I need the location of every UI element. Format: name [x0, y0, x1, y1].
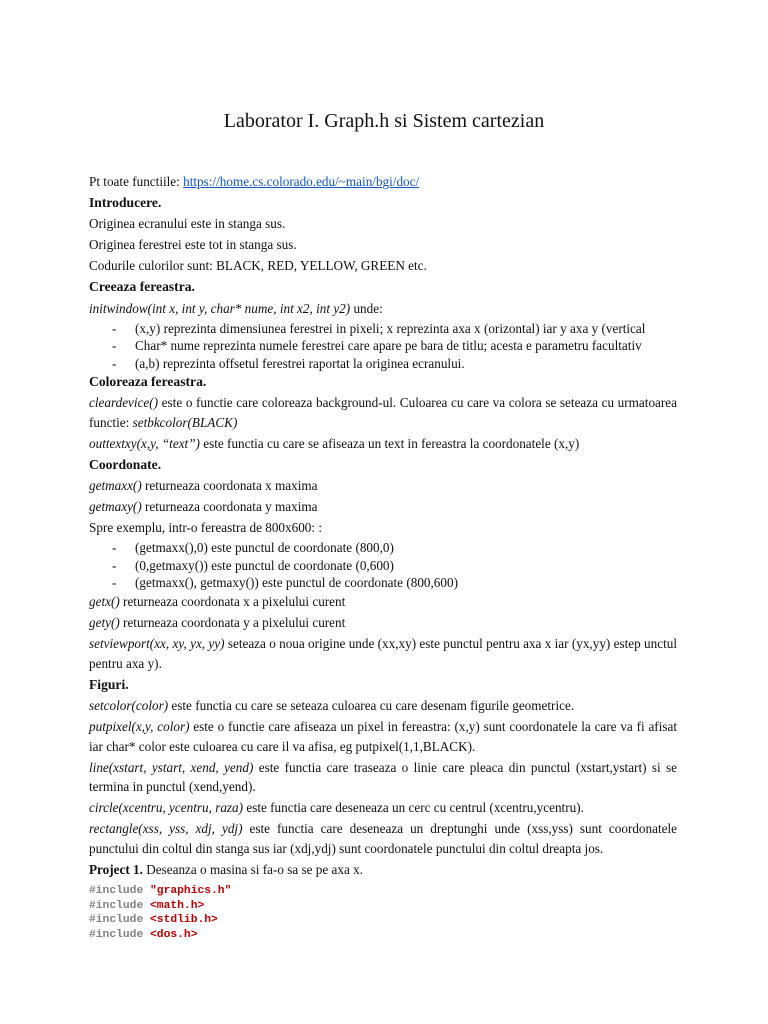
function-name: rectangle(xss, yss, xdj, ydj)	[89, 821, 243, 837]
putpixel-paragraph	[89, 717, 677, 756]
section-heading-coordonate: Coordonate.	[89, 457, 162, 473]
function-desc: este o functie care afiseaza un pixel in fereastra: (x,y) sunt coordonatele la care va fi afisat iar char* color este culoarea cu care il va afisa, eg putpixel(1,1,BLACK).	[89, 718, 678, 754]
function-name: gety()	[89, 615, 120, 630]
function-desc: returneaza coordonata x maxima	[141, 478, 318, 494]
code-keyword: #include	[89, 929, 144, 942]
rectangle-paragraph	[89, 819, 677, 858]
list-item-text: Char* nume reprezinta numele ferestrei care apare pe bara de titlu; acesta e parametru facultativ	[135, 338, 642, 354]
function-name: setcolor(color)	[89, 697, 169, 713]
code-keyword: #include	[89, 914, 144, 927]
getx-line	[89, 592, 677, 612]
initwindow-line	[89, 299, 677, 319]
function-name: initwindow(int x, int y, char* nume, int x2, int y2)	[89, 300, 351, 316]
dash-bullet: -	[112, 338, 117, 354]
document-body	[89, 172, 677, 943]
section-heading-introducere: Introducere.	[89, 195, 162, 211]
list-item	[89, 539, 677, 557]
intro-line: Originea ferestrei este tot in stanga sus.	[89, 237, 297, 253]
list-item-text: (a,b) reprezinta offsetul ferestrei raportat la originea ecranului.	[135, 355, 465, 371]
cleardevice-paragraph	[89, 393, 677, 432]
list-item-text: (getmaxx(),0) este punctul de coordonate (800,0)	[135, 540, 394, 556]
code-keyword: #include	[89, 884, 144, 897]
list-item-text: (x,y) reprezinta dimensiunea ferestrei in pixeli; x reprezinta axa x (orizontal) iar y axa y (vertical	[135, 320, 646, 336]
function-desc: este o functie care coloreaza background-ul. Culoarea cu care va colora se seteaza cu urmatoarea functie:	[89, 395, 677, 430]
setviewport-paragraph	[89, 634, 677, 673]
intro-line: Originea ecranului este in stanga sus.	[89, 216, 286, 232]
list-item	[89, 574, 677, 592]
section-heading-coloreaza: Coloreaza fereastra.	[89, 374, 207, 390]
function-desc: este functia care traseaza o linie care pleaca din punctul (xstart,ystart) si se termina in punctul (xend,yend).	[89, 759, 677, 795]
code-include: <math.h>	[150, 899, 205, 912]
function-name: line(xstart, ystart, xend, yend)	[89, 759, 254, 775]
initwindow-params-list	[89, 320, 677, 373]
code-include: "graphics.h"	[150, 884, 232, 897]
function-name: cleardevice()	[89, 395, 159, 411]
list-item	[89, 557, 677, 575]
function-name: circle(xcentru, ycentru, raza)	[89, 800, 244, 816]
code-line	[89, 884, 677, 899]
function-name: setviewport(xx, xy, yx, yy)	[89, 636, 225, 652]
function-name: putpixel(x,y, color)	[89, 718, 190, 734]
function-name: getx()	[89, 593, 120, 609]
code-block	[89, 884, 677, 943]
page-title: Laborator I. Graph.h si Sistem cartezian	[223, 110, 545, 132]
function-name: getmaxx()	[89, 478, 142, 494]
function-desc: este functia cu care se afiseaza un text in fereastra la coordonatele (x,y)	[199, 435, 580, 451]
function-name: outtextxy(x,y, “text”)	[89, 435, 200, 451]
list-item	[89, 337, 677, 355]
project-line	[89, 860, 677, 880]
dash-bullet: -	[112, 575, 117, 591]
function-desc: este functia care deseneaza un dreptunghi unde (xss,yss) sunt coordonatele punctului din coltul din stanga sus iar (xdj,ydj) sunt coordonatele punctului din coltul dreapta jos.	[89, 821, 677, 857]
reference-line	[89, 172, 677, 192]
code-line	[89, 928, 677, 943]
code-include: <stdlib.h>	[150, 914, 218, 927]
function-desc: este functia care deseneaza un cerc cu centrul (xcentru,ycentru).	[243, 800, 584, 816]
setcolor-paragraph	[89, 696, 677, 716]
coordinate-examples-list	[89, 539, 677, 592]
code-line	[89, 899, 677, 914]
function-desc: este functia cu care se seteaza culoarea cu care desenam figurile geometrice.	[168, 697, 575, 713]
list-item	[89, 355, 677, 373]
project-text: Deseanza o masina si fa-o sa se pe axa x.	[142, 862, 364, 878]
code-keyword: #include	[89, 899, 144, 912]
dash-bullet: -	[112, 557, 117, 573]
line-paragraph	[89, 758, 677, 797]
dash-bullet: -	[112, 320, 117, 336]
getmaxx-line	[89, 476, 677, 496]
function-desc: returneaza coordonata y maxima	[141, 499, 318, 515]
list-item-text: (getmaxx(), getmaxy()) este punctul de coordonate (800,600)	[135, 575, 458, 591]
code-include: <dos.h>	[150, 929, 198, 942]
function-name: getmaxy()	[89, 499, 142, 515]
function-desc: returneaza coordonata x a pixelului curent	[119, 593, 346, 609]
getmaxy-line	[89, 497, 677, 517]
section-heading-creeaza: Creeaza fereastra.	[89, 279, 195, 295]
example-line: Spre exemplu, intr-o fereastra de 800x600: :	[89, 520, 323, 536]
section-heading-figuri: Figuri.	[89, 676, 129, 692]
reference-label: Pt toate functiile:	[89, 174, 184, 189]
gety-line	[89, 613, 677, 633]
circle-paragraph	[89, 798, 677, 818]
function-name: setbkcolor(BLACK)	[132, 414, 238, 430]
reference-link[interactable]: https://home.cs.colorado.edu/~main/bgi/doc/	[183, 174, 420, 189]
outtextxy-paragraph	[89, 434, 677, 454]
function-desc: returneaza coordonata y a pixelului curent	[119, 615, 346, 630]
function-desc: unde:	[350, 300, 383, 316]
list-item-text: (0,getmaxy()) este punctul de coordonate (0,600)	[135, 557, 394, 573]
project-label: Project 1.	[89, 862, 143, 878]
intro-line: Codurile culorilor sunt: BLACK, RED, YELLOW, GREEN etc.	[89, 258, 427, 274]
dash-bullet: -	[112, 540, 117, 556]
list-item	[89, 320, 677, 338]
code-line	[89, 913, 677, 928]
function-desc: seteaza o noua origine unde (xx,xy) este punctul pentru axa x iar (yx,yy) estep unctul pentru axa y).	[89, 636, 677, 671]
dash-bullet: -	[112, 355, 117, 371]
